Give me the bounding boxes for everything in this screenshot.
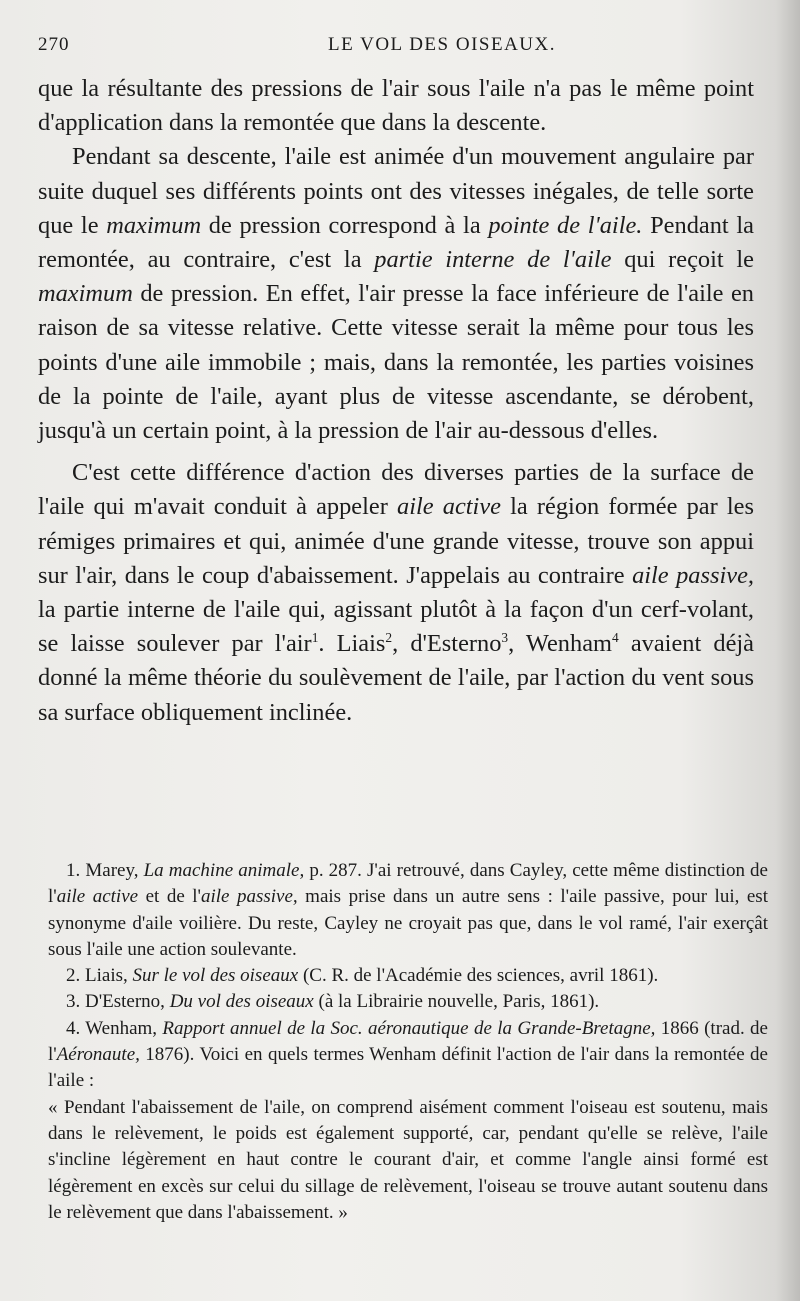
running-title: LE VOL DES OISEAUX.	[328, 34, 556, 55]
footnote-ref-4[interactable]: 4	[612, 630, 619, 646]
footnotes	[48, 858, 768, 1226]
footnote-ref-1[interactable]: 1	[311, 630, 319, 646]
paragraph-1: que la résultante des pressions de l'air sous l'aile n'a pas le même point d'application dans la remontée que dans la descente.	[38, 75, 754, 137]
paragraph-2: Pendant sa descente, l'aile est animée d'un mouvement angulaire par suite duquel ses différents points ont des vitesses inégales, de telle sorte que le maximum de pression correspond à la pointe de l'aile. Pendant la remontée, au contraire, c'est la partie interne de l'aile qui reçoit le maximum de pression. En effet, l'air presse la face inférieure de l'aile en raison de sa vitesse relative. Cette vitesse serait la même pour tous les points d'une aile immobile ; mais, dans la remontée, les parties voisines de la pointe de l'aile, ayant plus de vitesse ascendante, se dérobent, jusqu'à un certain point, à la pression de l'air au-dessous d'elles.	[38, 143, 755, 445]
main-text	[38, 72, 754, 730]
page-number: 270	[38, 34, 70, 55]
footnote-1: 1. Marey, La machine animale, p. 287. J'ai retrouvé, dans Cayley, cette même distinction de l'aile active et de l'aile passive, mais prise dans un autre sens : l'aile passive, pour lui, est synonyme d'aile voilière. Du reste, Cayley ne croyait pas que, dans le vol ramé, l'air exerçât sous l'aile une action soulevante.	[48, 860, 768, 960]
footnote-4-quote: « Pendant l'abaissement de l'aile, on comprend aisément comment l'oiseau est soutenu, mais dans le relèvement, le poids est également supporté, car, pendant qu'elle se relève, l'aile s'incline légèrement en haut contre le courant d'air, et comme l'angle ainsi formé est légèrement en excès sur celui du sillage de relèvement, l'oiseau se trouve autant soutenu dans le relèvement que dans l'abaissement. »	[48, 1096, 768, 1223]
footnote-3: 3. D'Esterno, Du vol des oiseaux (à la Librairie nouvelle, Paris, 1861).	[66, 991, 600, 1013]
footnote-2: 2. Liais, Sur le vol des oiseaux (C. R. de l'Académie des sciences, avril 1861).	[66, 965, 659, 987]
paragraph-3: C'est cette différence d'action des diverses parties de la surface de l'aile qui m'avait conduit à appeler aile active la région formée par les rémiges primaires et qui, animée d'une grande vitesse, trouve son appui sur l'air, dans le coup d'abaissement. J'appelais au contraire aile passive, la partie interne de l'aile qui, agissant plutôt à la façon d'un cerf-volant, se laisse soulever par l'air$^1$. Liais$^2$, d'Esterno$^3$, Wenham$^4$ avaient déjà donné la même théorie du soulèvement de l'aile, par l'action du vent sous sa surface obliquement inclinée.	[38, 459, 754, 726]
footnote-ref-3[interactable]: 3	[501, 630, 509, 646]
footnote-ref-2[interactable]: 2	[385, 630, 393, 646]
page-header	[38, 34, 760, 58]
footnote-4: 4. Wenham, Rapport annuel de la Soc. aéronautique de la Grande-Bretagne, 1866 (trad. de l'Aéronaute, 1876). Voici en quels termes Wenham définit l'action de l'air dans la remontée de l'aile :	[48, 1017, 768, 1092]
